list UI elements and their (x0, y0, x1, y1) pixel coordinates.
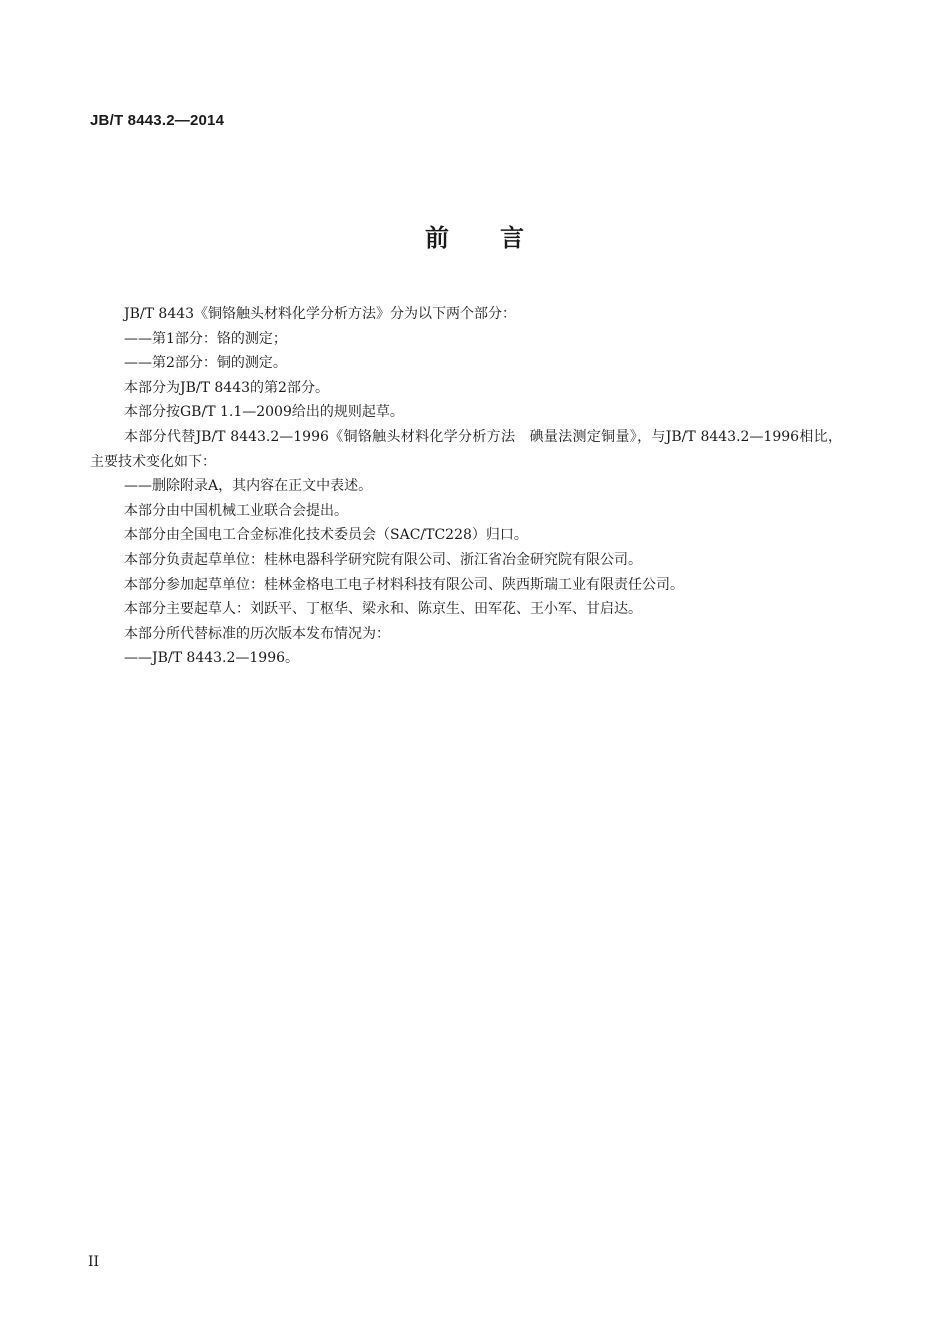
title-char-2: 言 (500, 224, 525, 252)
paragraph: 本部分为JB/T 8443的第2部分。 (124, 379, 329, 396)
paragraph: 本部分参加起草单位：桂林金格电工电子材料科技有限公司、陕西斯瑞工业有限责任公司。 (124, 576, 684, 593)
page-number: II (88, 1254, 100, 1270)
paragraph: 本部分代替JB/T 8443.2—1996《铜铬触头材料化学分析方法 碘量法测定铜量》，与JB/T 8443.2—1996相比，主要技术变化如下： (90, 428, 842, 470)
paragraph: 本部分由全国电工合金标准化技术委员会（SAC/TC228）归口。 (124, 527, 528, 544)
paragraph: ——第2部分：铜的测定。 (124, 355, 287, 372)
paragraph: 本部分主要起草人：刘跃平、丁枢华、梁永和、陈京生、田军花、王小军、甘启达。 (124, 601, 642, 618)
paragraph: ——JB/T 8443.2—1996。 (124, 650, 300, 667)
page-title (0, 218, 950, 253)
paragraph: ——第1部分：铬的测定； (124, 330, 287, 347)
paragraph: 本部分按GB/T 1.1—2009给出的规则起草。 (124, 404, 404, 421)
foreword-body (90, 302, 842, 671)
paragraph: 本部分由中国机械工业联合会提出。 (124, 502, 348, 519)
paragraph: 本部分负责起草单位：桂林电器科学研究院有限公司、浙江省冶金研究院有限公司。 (124, 551, 642, 568)
paragraph: 本部分所代替标准的历次版本发布情况为： (124, 625, 390, 642)
title-char-1: 前 (425, 224, 450, 252)
paragraph: JB/T 8443《铜铬触头材料化学分析方法》分为以下两个部分： (124, 306, 517, 322)
paragraph: ——删除附录A，其内容在正文中表述。 (124, 478, 373, 495)
standard-code-header: JB/T 8443.2—2014 (90, 112, 225, 129)
